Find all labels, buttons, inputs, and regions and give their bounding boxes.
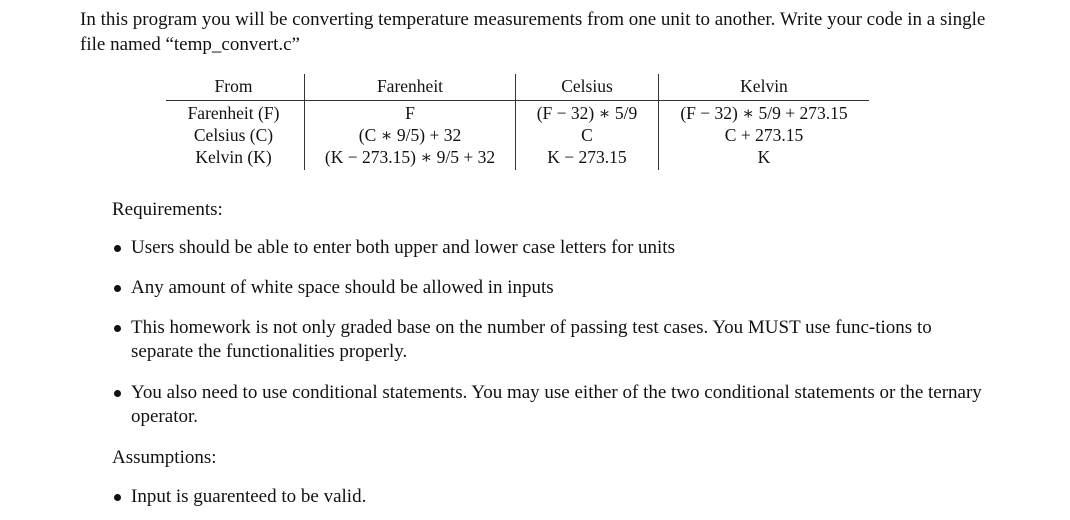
- table-cell: F: [305, 101, 516, 125]
- requirements-heading: Requirements:: [112, 199, 223, 220]
- table-header-row: [166, 74, 869, 101]
- table-row: [166, 146, 869, 170]
- table-row: [166, 101, 869, 125]
- table-cell: (F − 32) ∗ 5/9 + 273.15: [659, 101, 870, 125]
- requirements-list: [112, 236, 992, 260]
- assumptions-heading: Assumptions:: [112, 447, 217, 468]
- bullet-icon: [114, 245, 121, 252]
- header-from: From: [214, 76, 253, 96]
- list-item-text: Any amount of white space should be allowed in inputs: [131, 277, 554, 298]
- table-cell: (F − 32) ∗ 5/9: [516, 101, 659, 125]
- list-item: [112, 485, 992, 509]
- table-cell: (K − 273.15) ∗ 9/5 + 32: [305, 146, 516, 170]
- intro-paragraph: In this program you will be converting temperature measurements from one unit to another. Write your code in a single file named “temp_convert.c”: [80, 9, 986, 55]
- row-label: Farenheit (F): [187, 103, 280, 123]
- bullet-icon: [114, 494, 121, 501]
- row-label: Kelvin (K): [195, 147, 272, 167]
- requirements-list-3: [112, 316, 992, 364]
- row-label: Celsius (C): [193, 125, 274, 145]
- table-cell: C + 273.15: [659, 124, 870, 146]
- table-cell: K: [659, 146, 870, 170]
- assumptions-list: [112, 485, 992, 509]
- table-row: [166, 124, 869, 146]
- bullet-icon: [114, 325, 121, 332]
- list-item-text: Input is guarenteed to be valid.: [131, 486, 367, 507]
- table-cell: (C ∗ 9/5) + 32: [305, 124, 516, 146]
- list-item-text: Users should be able to enter both upper and lower case letters for units: [131, 237, 675, 258]
- list-item-text: This homework is not only graded base on the number of passing test cases. You MUST use func-tions to separate the functionalities properly.: [131, 317, 932, 362]
- list-item: [112, 316, 992, 364]
- bullet-icon: [114, 285, 121, 292]
- table-cell: C: [516, 124, 659, 146]
- conversion-table: [166, 74, 869, 170]
- header-farenheit: Farenheit: [305, 74, 516, 101]
- list-item-text: You also need to use conditional statements. You may use either of the two conditional statements or the ternary operator.: [131, 382, 982, 427]
- list-item: [112, 236, 992, 260]
- header-celsius: Celsius: [516, 74, 659, 101]
- requirements-list-4: [112, 381, 992, 429]
- list-item: [112, 276, 992, 300]
- table-cell: K − 273.15: [516, 146, 659, 170]
- list-item: [112, 381, 992, 429]
- header-kelvin: Kelvin: [659, 74, 870, 101]
- requirements-list-2: [112, 276, 992, 300]
- bullet-icon: [114, 390, 121, 397]
